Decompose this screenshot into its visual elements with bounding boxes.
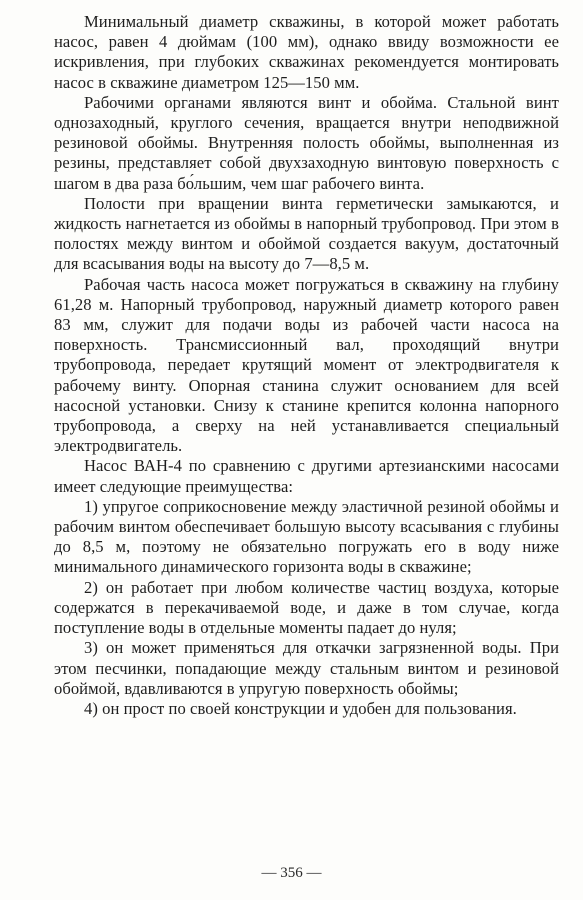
body-text	[54, 12, 559, 719]
paragraph-advantages-intro: Насос ВАН-4 по сравнению с другими артезианскими насосами имеет следующие преимущества:	[54, 456, 559, 496]
list-item-advantage-4: 4) он прост по своей конструкции и удобен для пользования.	[84, 698, 517, 718]
paragraph-min-diameter: Минимальный диаметр скважины, в которой может работать насос, равен 4 дюймам (100 мм), однако ввиду возможности ее искривления, при глубоких скважинах рекомендуется монтировать насос в скважине диаметром 125—150 мм.	[54, 12, 559, 92]
paragraph-cavities: Полости при вращении винта герметически замыкаются, и жидкость нагнетается из обоймы в напорный трубопровод. При этом в полостях между винтом и обоймой создается вакуум, достаточный для всасывания воды на высоту до 7—8,5 м.	[54, 193, 559, 274]
list-item-advantage-3: 3) он может применяться для откачки загрязненной воды. При этом песчинки, попадающие между стальным винтом и резиновой обоймой, вдавливаются в упругую поверхность обоймы;	[54, 638, 559, 698]
list-item-advantage-1: 1) упругое соприкосновение между эластичной резиной обоймы и рабочим винтом обеспечивает большую высоту всасывания с глубины до 8,5 м, поэтому не обязательно погружать его в воду ниже минимального динамического горизонта воды в скважине;	[54, 496, 559, 577]
list-item-advantage-2: 2) он работает при любом количестве частиц воздуха, которые содержатся в перекачиваемой воде, и даже в том случае, когда поступление воды в отдельные моменты падает до нуля;	[54, 577, 559, 638]
page-number: — 356 —	[261, 865, 322, 881]
paragraph-working-section: Рабочая часть насоса может погружаться в скважину на глубину 61,28 м. Напорный трубопровод, наружный диаметр которого равен 83 мм, служит для подачи воды из рабочей части насоса на поверхность. Трансмиссионный вал, проходящий внутри трубопровода, передает крутящий момент от электродвигателя к рабочему винту. Опорная станина служит основанием для всей насосной установки. Снизу к станине крепится колонна напорного трубопровода, а сверху на ней устанавливается специальный электродвигатель.	[54, 274, 559, 456]
paragraph-working-parts: Рабочими органами являются винт и обойма. Стальной винт однозаходный, круглого сечения, вращается внутри неподвижной резиновой обоймы. Внутренняя полость обоймы, выполненная из резины, представляет собой двухзаходную винтовую поверхность с шагом в два раза бо́льшим, чем шаг рабочего винта.	[54, 92, 559, 193]
